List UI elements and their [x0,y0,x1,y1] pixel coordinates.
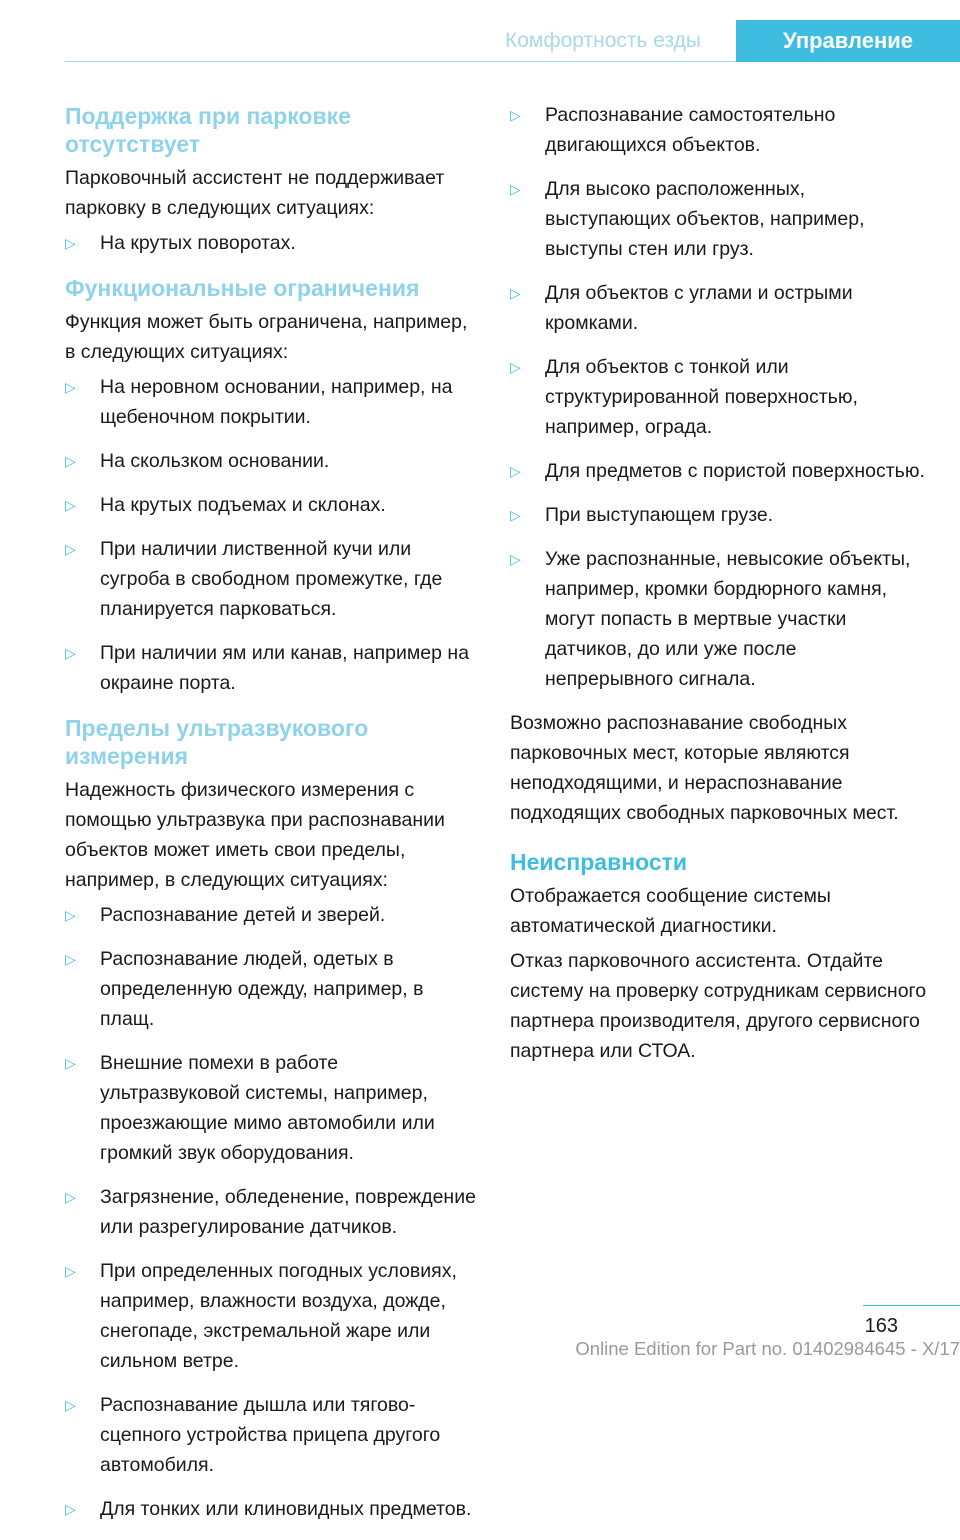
triangle-bullet-icon: ▷ [510,551,521,567]
triangle-bullet-icon: ▷ [510,107,521,123]
list-item [65,372,483,432]
list-item [65,228,483,258]
list-item [65,446,483,476]
triangle-bullet-icon: ▷ [65,1263,76,1279]
bullet-list [65,372,483,698]
list-item-text: При выступающем грузе. [545,504,774,526]
list-item-text: При определенных погодных условиях, например, влажности воздуха, дожде, снегопаде, экстремальной жаре или сильном ветре. [100,1260,457,1372]
list-item-text: На неровном основании, например, на щебеночном покрытии. [100,376,453,428]
section-malfunctions [510,848,928,1066]
list-item-text: На крутых подъемах и склонах. [100,494,386,516]
list-item-text: Распознавание самостоятельно двигающихся объектов. [545,104,836,156]
list-item-text: Для предметов с пористой поверхностью. [545,460,925,482]
list-item [510,278,928,338]
list-item-text: На скользком основании. [100,450,330,472]
header-divider [65,61,736,62]
list-item [510,456,928,486]
triangle-bullet-icon: ▷ [510,359,521,375]
list-item [510,352,928,442]
paragraph: Надежность физического измерения с помощью ультразвука при распознавании объектов может иметь свои пределы, например, в следующих ситуациях: [65,779,445,891]
list-item-text: При наличии лиственной кучи или сугроба в свободном промежутке, где планируется парковаться. [100,538,443,620]
left-column [65,102,483,1540]
list-item [510,100,928,160]
list-item [65,490,483,520]
triangle-bullet-icon: ▷ [510,507,521,523]
list-item [65,900,483,930]
triangle-bullet-icon: ▷ [65,235,76,251]
page-number: 163 [864,1315,898,1337]
triangle-bullet-icon: ▷ [65,1397,76,1413]
section-ultrasound-limits [65,714,483,1524]
list-item [510,544,928,694]
paragraph: Отображается сообщение системы автоматической диагностики. [510,885,831,937]
paragraph: Возможно распознавание свободных парковочных мест, которые являются неподходящими, и нераспознавание подходящих свободных парковочных мест. [510,712,899,824]
list-item [65,638,483,698]
triangle-bullet-icon: ▷ [65,541,76,557]
list-item-text: На крутых поворотах. [100,232,296,254]
list-item-text: Для объектов с углами и острыми кромками. [545,282,853,334]
chapter-tab[interactable]: Управление [736,20,960,62]
list-item [65,1494,483,1524]
list-item-text: Распознавание дышла или тягово-сцепного устройства прицепа другого автомобиля. [100,1394,441,1476]
section-heading: Функциональные ограничения [65,275,420,301]
list-item-text: Внешние помехи в работе ультразвуковой системы, например, проезжающие мимо автомобили или громкий звук оборудования. [100,1052,435,1164]
footer-divider [863,1305,960,1306]
triangle-bullet-icon: ▷ [65,379,76,395]
paragraph: Парковочный ассистент не поддерживает парковку в следующих ситуациях: [65,167,445,219]
paragraph: Функция может быть ограничена, например, в следующих ситуациях: [65,311,468,363]
triangle-bullet-icon: ▷ [65,907,76,923]
list-item-text: Загрязнение, обледенение, повреждение или разрегулирование датчиков. [100,1186,476,1238]
list-item-text: Распознавание детей и зверей. [100,904,386,926]
list-item-text: Уже распознанные, невысокие объекты, например, кромки бордюрного камня, могут попасть в мертвые участки датчиков, до или уже после непрерывного сигнала. [545,548,911,690]
right-column [510,100,928,1082]
triangle-bullet-icon: ▷ [65,1501,76,1517]
section-limitations [65,274,483,698]
list-item [65,1048,483,1168]
list-item-text: При наличии ям или канав, например на окраине порта. [100,642,470,694]
bullet-list [65,228,483,258]
triangle-bullet-icon: ▷ [65,1055,76,1071]
list-item [510,174,928,264]
list-item [510,500,928,530]
section-heading: Неисправности [510,849,688,875]
section-title: Комфортность езды [504,29,702,52]
bullet-list [65,900,483,1524]
triangle-bullet-icon: ▷ [65,453,76,469]
list-item-text: Для высоко расположенных, выступающих объектов, например, выступы стен или груз. [545,178,865,260]
triangle-bullet-icon: ▷ [510,181,521,197]
triangle-bullet-icon: ▷ [65,1189,76,1205]
list-item-text: Для объектов с тонкой или структурированной поверхностью, например, ограда. [545,356,858,438]
edition-footer: Online Edition for Part no. 01402984645 - X/17 [575,1338,960,1359]
triangle-bullet-icon: ▷ [510,285,521,301]
list-item-text: Для тонких или клиновидных предметов. [100,1498,472,1520]
triangle-bullet-icon: ▷ [510,463,521,479]
list-item-text: Распознавание людей, одетых в определенную одежду, например, в плащ. [100,948,424,1030]
section-heading: Пределы ультразвукового измерения [65,715,369,769]
triangle-bullet-icon: ▷ [65,645,76,661]
list-item [65,1182,483,1242]
triangle-bullet-icon: ▷ [65,951,76,967]
list-item [65,944,483,1034]
bullet-list [510,100,928,694]
section-no-support [65,102,483,258]
list-item [65,534,483,624]
list-item [65,1390,483,1480]
triangle-bullet-icon: ▷ [65,497,76,513]
section-heading: Поддержка при парковке отсутствует [65,103,351,157]
paragraph: Отказ парковочного ассистента. Отдайте систему на проверку сотрудникам сервисного партнера производителя, другого сервисного партнера или СТОА. [510,950,927,1062]
